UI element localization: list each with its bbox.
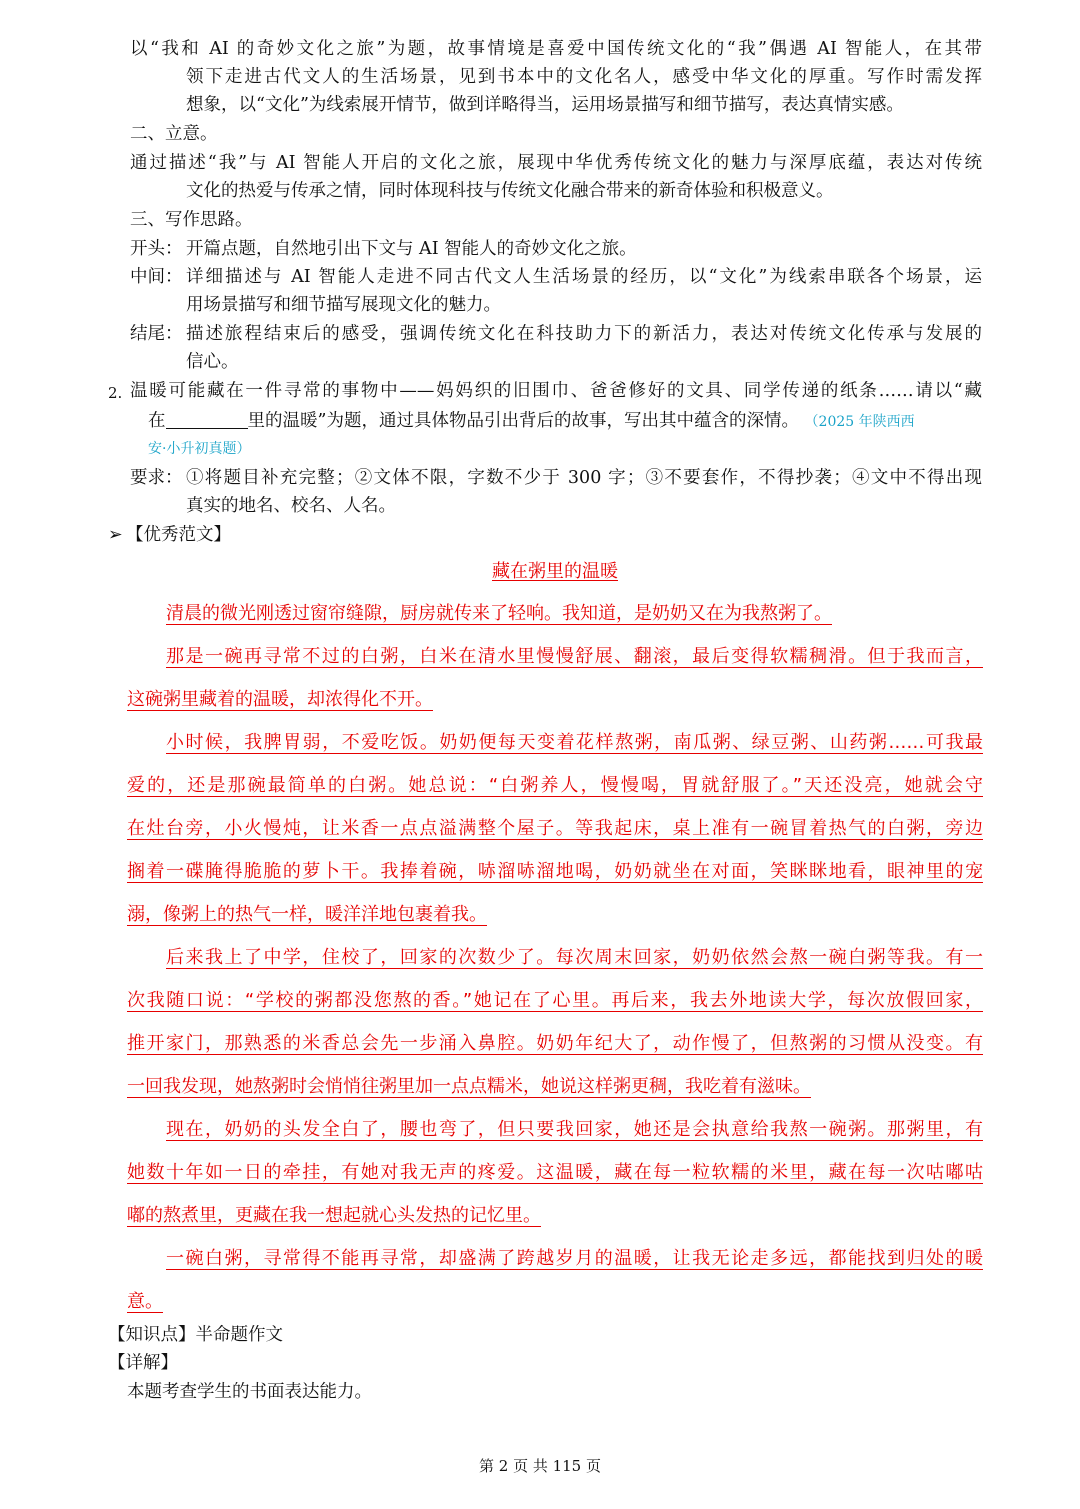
essay-line-15: 嘟的熬煮里，更藏在我一想起就心头发热的记忆里。 (127, 1205, 541, 1226)
outline-end-line-1: 描述旅程结束后的感受，强调传统文化在科技助力下的新活力，表达对传统文化传承与发展的 (186, 324, 982, 344)
essay-line-6: 在灶台旁，小火慢炖，让米香一点点溢满整个屋子。等我起床，桌上准有一碗冒着热气的白粥，旁边 (127, 818, 983, 839)
outline-end-line-2: 信心。 (186, 352, 239, 372)
question-line-2 (148, 407, 915, 436)
essay-line-10: 次我随口说：“学校的粥都没您熬的香。”她记在了心里。再后来，我去外地读大学，每次放假回家， (127, 990, 983, 1011)
outline-middle-label: 中间： (130, 267, 183, 287)
knowledge-point (108, 1321, 283, 1349)
requirements-line-1: ①将题目补充完整；②文体不限，字数不少于 300 字；③不要套作，不得抄袭；④文中不得出现 (186, 468, 982, 488)
knowledge-text: 半命题作文 (195, 1325, 283, 1345)
theme-line-2: 文化的热爱与传承之情，同时体现科技与传统文化融合带来的新奇体验和积极意义。 (186, 181, 834, 201)
essay-line-2: 那是一碗再寻常不过的白粥，白米在清水里慢慢舒展、翻滚，最后变得软糯稠滑。但于我而言， (166, 646, 983, 667)
requirements-line-2: 真实的地名、校名、人名。 (186, 496, 396, 516)
essay-line-1: 清晨的微光刚透过窗帘缝隙，厨房就传来了轻响。我知道，是奶奶又在为我熬粥了。 (166, 603, 832, 624)
title-blank (166, 410, 248, 429)
question-line-2-start: 在 (148, 411, 166, 431)
source-tag-part-2: 安·小升初真题） (148, 441, 251, 457)
outline-start-label: 开头： (130, 239, 183, 259)
outline-middle-line-1: 详细描述与 AI 智能人走进不同古代文人生活场景的经历，以“文化”为线索串联各个场景，运 (186, 267, 982, 287)
outline-end-label: 结尾： (130, 324, 183, 344)
question-line-2-end: 里的温暖”为题，通过具体物品引出背后的故事，写出其中蕴含的深情。 (247, 411, 799, 431)
source-tag-part-1: （2025 年陕西西 (804, 414, 915, 430)
essay-line-12: 一回我发现，她熬粥时会悄悄往粥里加一点点糯米，她说这样粥更稠，我吃着有滋味。 (127, 1076, 811, 1097)
essay-line-5: 爱的，还是那碗最简单的白粥。她总说：“白粥养人，慢慢喝，胃就舒服了。”天还没亮，她就会守 (127, 775, 983, 796)
section-heading-theme: 二、立意。 (130, 124, 218, 144)
knowledge-label: 【知识点】 (108, 1325, 196, 1345)
essay-line-3: 这碗粥里藏着的温暖，却浓得化不开。 (127, 689, 433, 710)
arrow-bullet-icon: ➢ (108, 525, 123, 545)
intro-line-2: 领下走进古代文人的生活场景，见到书本中的文化名人，感受中华文化的厚重。写作时需发挥 (186, 67, 982, 87)
model-essay-heading (108, 521, 231, 549)
page-footer: 第 2 页 共 115 页 (478, 1457, 601, 1475)
outline-start-text: 开篇点题，自然地引出下文与 AI 智能人的奇妙文化之旅。 (186, 239, 637, 259)
essay-line-7: 搁着一碟腌得脆脆的萝卜干。我捧着碗，哧溜哧溜地喝，奶奶就坐在对面，笑眯眯地看，眼神里的宠 (127, 861, 983, 882)
essay-line-8: 溺，像粥上的热气一样，暖洋洋地包裹着我。 (127, 904, 487, 925)
essay-line-14: 她数十年如一日的牵挂，有她对我无声的疼爱。这温暖，藏在每一粒软糯的米里，藏在每一次咕嘟咕 (127, 1162, 983, 1183)
essay-line-13: 现在，奶奶的头发全白了，腰也弯了，但只要我回家，她还是会执意给我熬一碗粥。那粥里，有 (166, 1119, 983, 1140)
intro-line-1: 以“我和 AI 的奇妙文化之旅”为题，故事情境是喜爱中国传统文化的“我”偶遇 AI 智能人，在其带 (130, 39, 982, 59)
essay-line-16: 一碗白粥，寻常得不能再寻常，却盛满了跨越岁月的温暖，让我无论走多远，都能找到归处的暖 (166, 1248, 983, 1269)
section-heading-outline: 三、写作思路。 (130, 210, 253, 230)
essay-line-11: 推开家门，那熟悉的米香总会先一步涌入鼻腔。奶奶年纪大了，动作慢了，但熬粥的习惯从没变。有 (127, 1033, 983, 1054)
essay-line-17: 意。 (127, 1291, 163, 1312)
essay-title: 藏在粥里的温暖 (492, 561, 618, 582)
model-essay-label: 【优秀范文】 (126, 525, 231, 545)
intro-line-3: 想象，以“文化”为线索展开情节，做到详略得当，运用场景描写和细节描写，表达真情实感。 (186, 95, 904, 115)
outline-middle-line-2: 用场景描写和细节描写展现文化的魅力。 (186, 295, 501, 315)
theme-line-1: 通过描述“我”与 AI 智能人开启的文化之旅，展现中华优秀传统文化的魅力与深厚底蕴，表达对传统 (130, 153, 982, 173)
question-line-1: 温暖可能藏在一件寻常的事物中——妈妈织的旧围巾、爸爸修好的文具、同学传递的纸条……请以“藏 (130, 381, 982, 401)
essay-line-9: 后来我上了中学，住校了，回家的次数少了。每次周末回家，奶奶依然会熬一碗白粥等我。有一 (166, 947, 983, 968)
essay-line-4: 小时候，我脾胃弱，不爱吃饭。奶奶便每天变着花样熬粥，南瓜粥、绿豆粥、山药粥……可我最 (166, 732, 983, 753)
question-number: 2. (108, 384, 123, 402)
explanation-label: 【详解】 (108, 1353, 178, 1373)
explanation-text: 本题考查学生的书面表达能力。 (127, 1382, 372, 1402)
requirements-label: 要求： (130, 468, 183, 488)
